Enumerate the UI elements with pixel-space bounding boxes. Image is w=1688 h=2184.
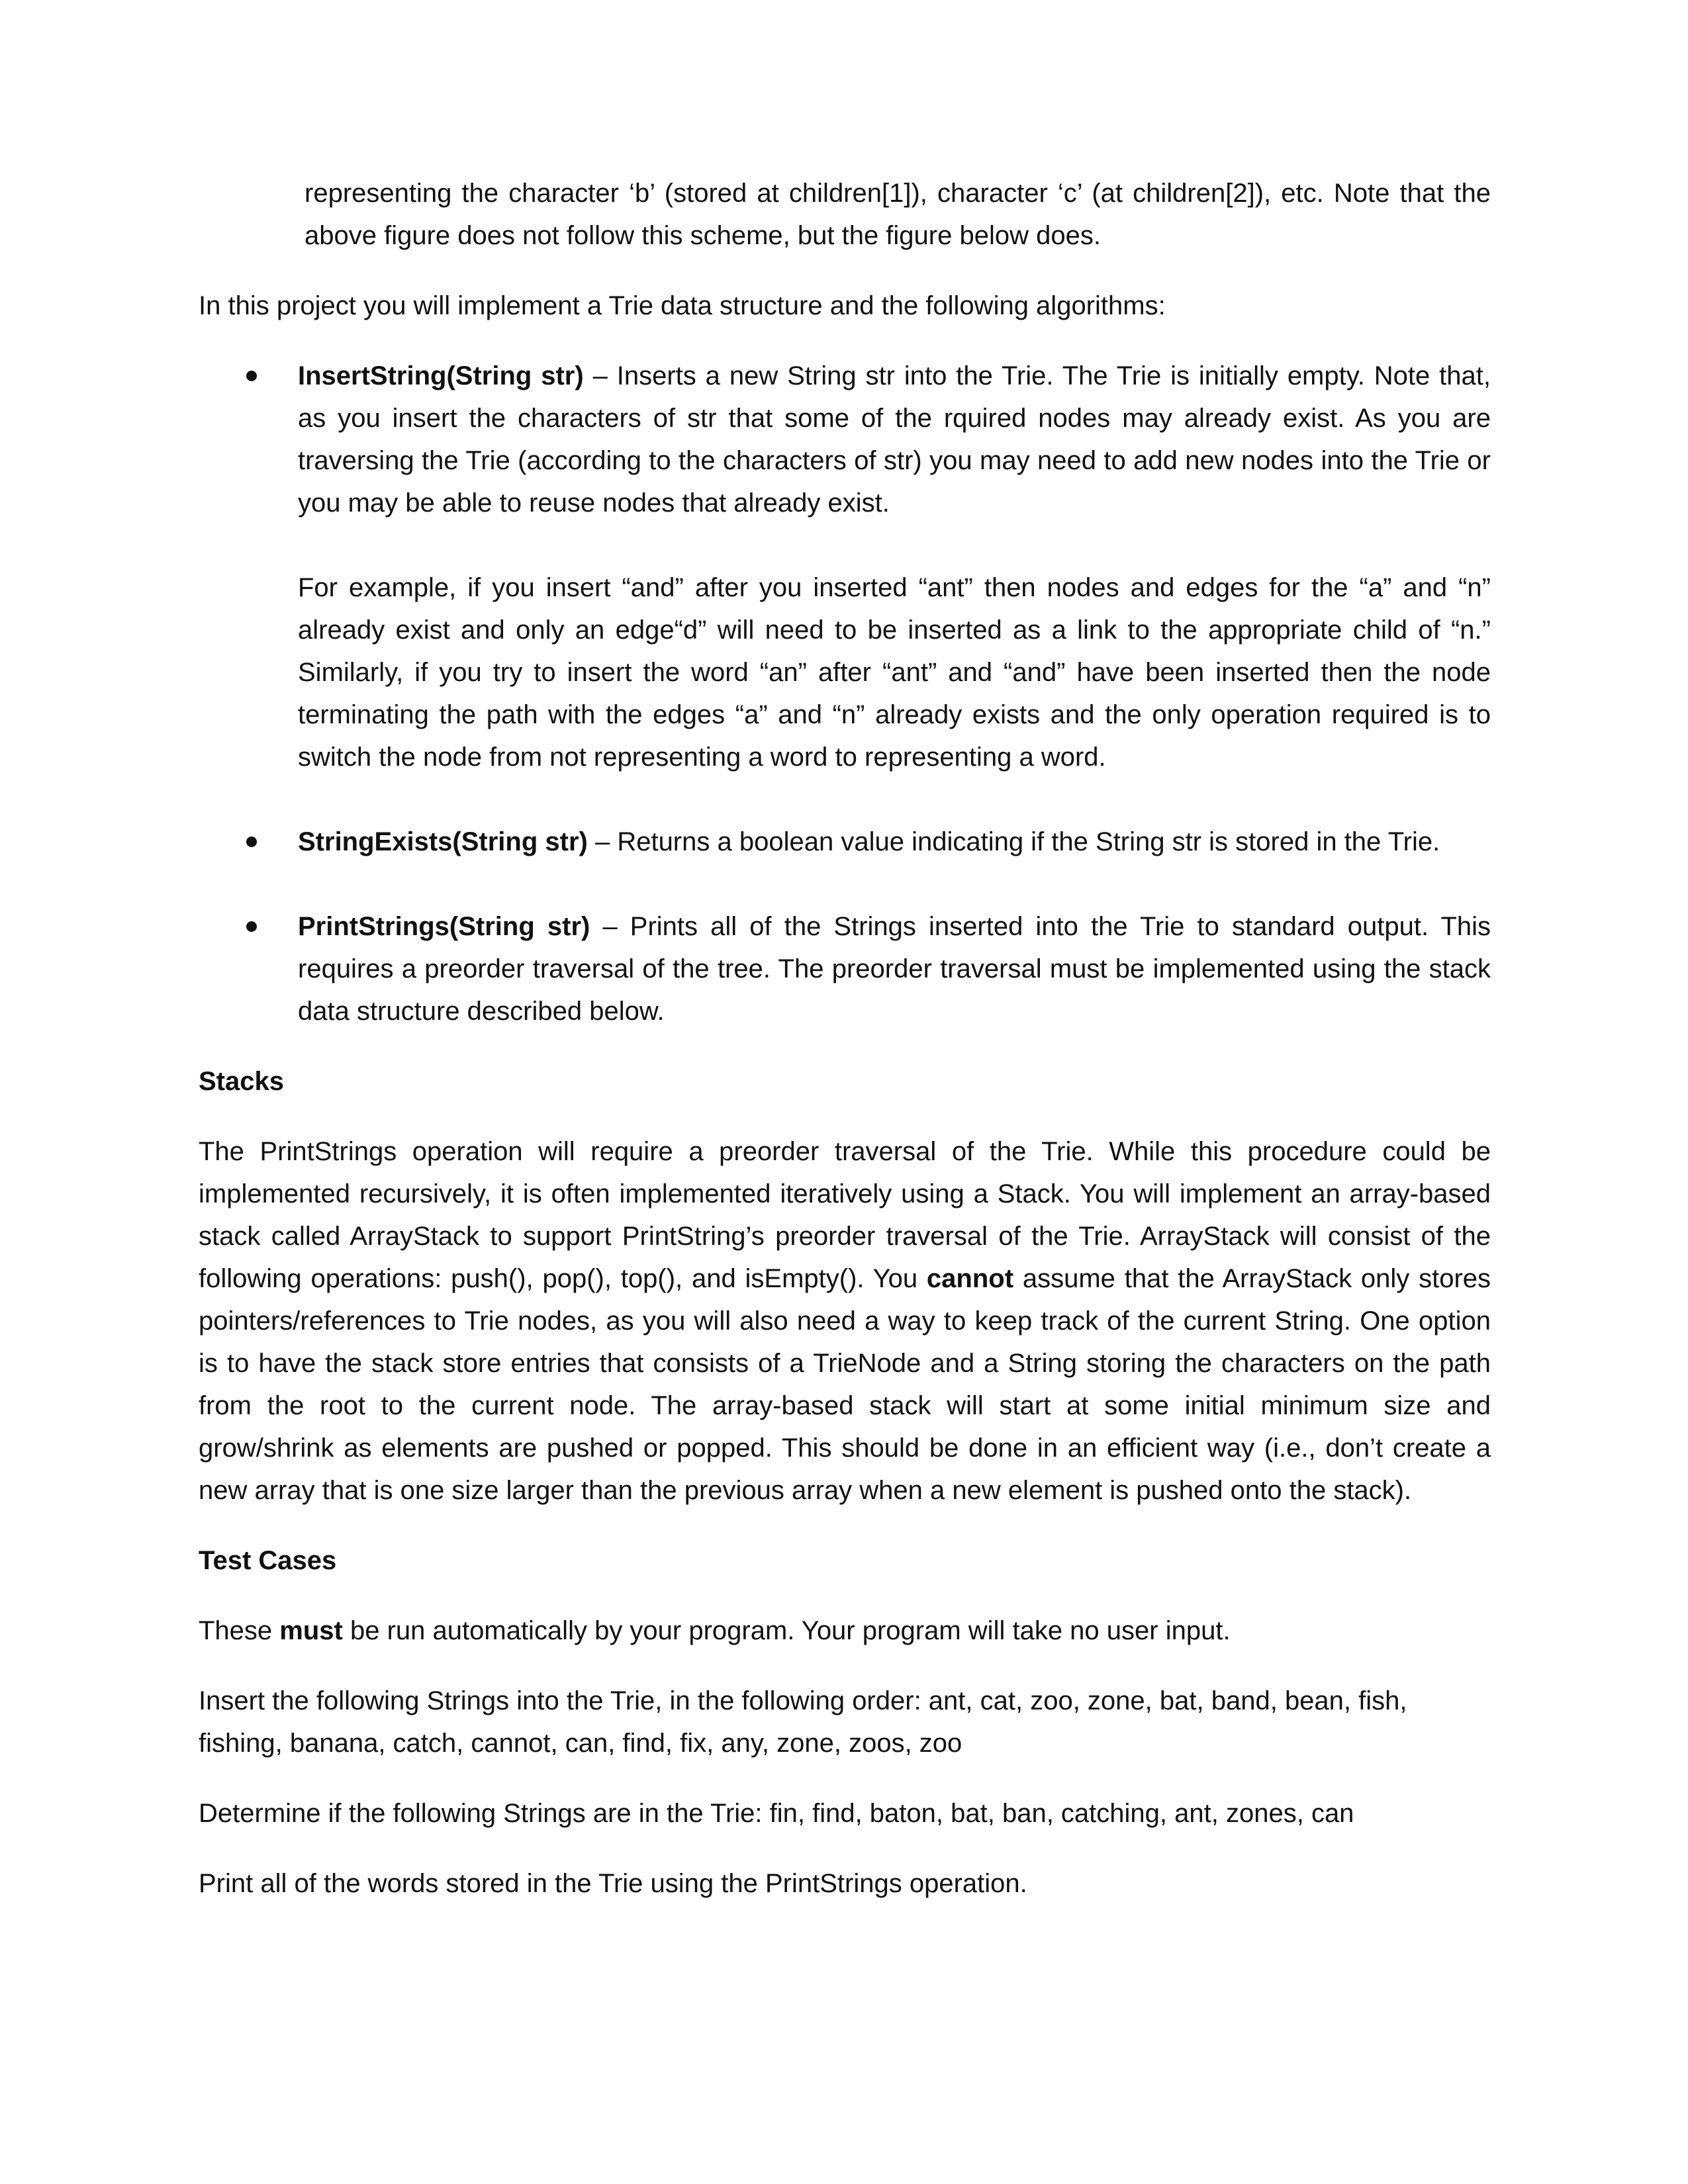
- tests-line1-b: be run automatically by your program. Your program will take no user input.: [342, 1616, 1231, 1645]
- list-item-insert-string: [199, 355, 1491, 778]
- bullet-icon: [246, 371, 257, 381]
- stacks-text-a: The PrintStrings operation will require a preorder traversal of the Trie. While this procedure could be implemented recursively, it is often implemented iteratively using a Stack. You will implement an array-based stack called ArrayStack to support PrintString’s preorder traversal of the Trie. ArrayStack will consist of the following operations: push(), pop(), top(), and isEmpty(). You: [199, 1137, 1491, 1293]
- list-item-string-exists: [199, 821, 1491, 863]
- list-item-print-strings: [199, 905, 1491, 1032]
- tests-insert: Insert the following Strings into the Trie, in the following order: ant, cat, zoo, zone, bat, band, bean, fish, fishing, banana, catch, cannot, can, find, fix, any, zone, zoos, zoo: [199, 1686, 1407, 1758]
- project-intro: In this project you will implement a Trie data structure and the following algorithms:: [199, 291, 1166, 320]
- insert-string-example: For example, if you insert “and” after you inserted “ant” then nodes and edges for the “a” and “n” already exist and only an edge“d” will need to be inserted as a link to the appropriate child of “n.” Similarly, if you try to insert the word “an” after “ant” and “and” have been inserted then the node terminating the path with the edges “a” and “n” already exists and the only operation required is to switch the node from not representing a word to representing a word.: [298, 573, 1491, 772]
- print-strings-desc: – Prints all of the Strings inserted into the Trie to standard output. This requires a preorder traversal of the tree. The preorder traversal must be implemented using the stack data structure described below.: [298, 912, 1491, 1026]
- print-strings-name: PrintStrings(String str): [298, 912, 590, 941]
- tests-exists: Determine if the following Strings are in the Trie: fin, find, baton, bat, ban, catching, ant, zones, can: [199, 1799, 1354, 1828]
- bullet-icon: [246, 921, 257, 932]
- bullet-icon: [246, 837, 257, 847]
- string-exists-paragraph: [298, 821, 1491, 863]
- print-strings-paragraph: [298, 905, 1491, 1032]
- insert-string-desc: – Inserts a new String str into the Trie. The Trie is initially empty. Note that, as you insert the characters of str that some of the rquired nodes may already exist. As you are traversing the Trie (according to the characters of str) you may need to add new nodes into the Trie or you may be able to reuse nodes that already exist.: [298, 361, 1491, 518]
- intro-continuation: representing the character ‘b’ (stored at children[1]), character ‘c’ (at children[2]), etc. Note that the above figure does not follow this scheme, but the figure below does.: [305, 179, 1491, 250]
- document-page: [199, 172, 1491, 1905]
- tests-print: Print all of the words stored in the Trie using the PrintStrings operation.: [199, 1869, 1027, 1898]
- stacks-text-b: assume that the ArrayStack only stores pointers/references to Trie nodes, as you will also need a way to keep track of the current String. One option is to have the stack store entries that consists of a TrieNode and a String storing the characters on the path from the root to the current node. The array-based stack will start at some initial minimum size and grow/shrink as elements are pushed or popped. This should be done in an efficient way (i.e., don’t create a new array that is one size larger than the previous array when a new element is pushed onto the stack).: [199, 1264, 1491, 1505]
- string-exists-name: StringExists(String str): [298, 827, 588, 856]
- stacks-heading: Stacks: [199, 1067, 284, 1096]
- tests-line1-bold: must: [279, 1616, 343, 1645]
- stacks-paragraph: [199, 1130, 1491, 1512]
- insert-string-paragraph: [298, 355, 1491, 524]
- tests-line1: [199, 1610, 1491, 1652]
- insert-string-name: InsertString(String str): [298, 361, 584, 390]
- test-cases-heading: Test Cases: [199, 1546, 337, 1575]
- tests-line1-a: These: [199, 1616, 280, 1645]
- stacks-text-bold: cannot: [926, 1264, 1014, 1293]
- string-exists-desc: – Returns a boolean value indicating if the String str is stored in the Trie.: [587, 827, 1440, 856]
